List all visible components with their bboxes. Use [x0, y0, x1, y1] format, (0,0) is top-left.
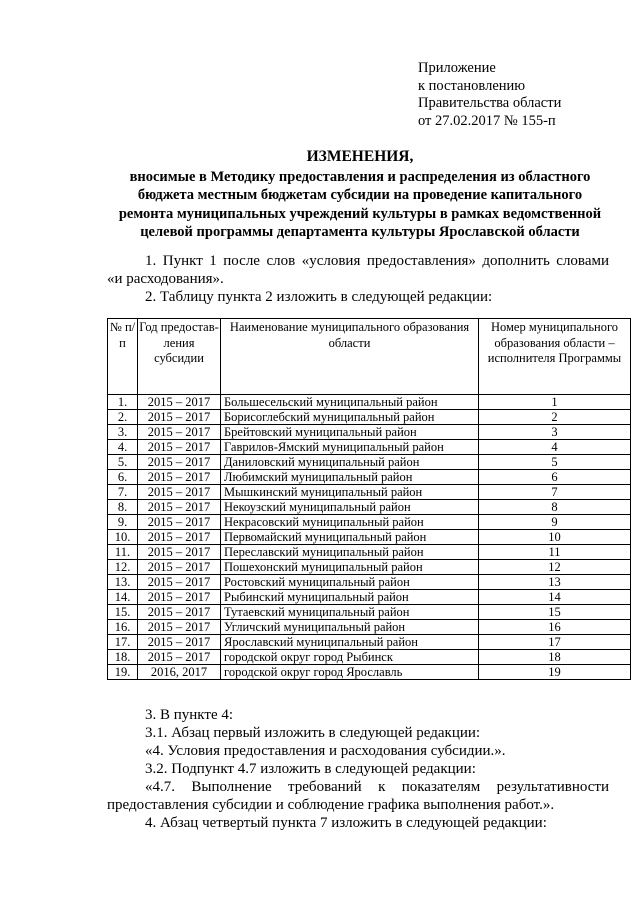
- row-name: Ярославский муниципальный район: [221, 635, 479, 650]
- subtitle-line: ремонта муниципальных учреждений культуры в рамках ведомственной: [118, 205, 602, 222]
- subtitle-line: целевой программы департамента культуры Ярославской области: [140, 223, 580, 240]
- row-year: 2016, 2017: [138, 665, 221, 680]
- row-number: 17.: [108, 635, 138, 650]
- row-number: 16.: [108, 620, 138, 635]
- paragraph-3-1: 3.1. Абзац первый изложить в следующей редакции:: [145, 725, 481, 741]
- row-year: 2015 – 2017: [138, 395, 221, 410]
- row-name: Пошехонский муниципальный район: [221, 560, 479, 575]
- row-number: 9.: [108, 515, 138, 530]
- row-name: Угличский муниципальный район: [221, 620, 479, 635]
- table-row: [108, 560, 631, 575]
- row-year: 2015 – 2017: [138, 440, 221, 455]
- paragraph-2: 2. Таблицу пункта 2 изложить в следующей редакции:: [145, 289, 493, 305]
- header-num: № п/п: [108, 319, 138, 395]
- row-year: 2015 – 2017: [138, 455, 221, 470]
- table-row: [108, 425, 631, 440]
- subsidy-table: [107, 318, 631, 680]
- paragraph-3-1-quote: «4. Условия предоставления и расходования субсидии.».: [145, 743, 506, 759]
- row-name: Борисоглебский муниципальный район: [221, 410, 479, 425]
- row-executor-number: 11: [479, 545, 631, 560]
- appendix-line: Приложение: [418, 60, 496, 76]
- row-year: 2015 – 2017: [138, 635, 221, 650]
- row-year: 2015 – 2017: [138, 545, 221, 560]
- row-executor-number: 2: [479, 410, 631, 425]
- row-executor-number: 15: [479, 605, 631, 620]
- row-number: 14.: [108, 590, 138, 605]
- row-executor-number: 18: [479, 650, 631, 665]
- row-executor-number: 17: [479, 635, 631, 650]
- paragraph-3-2: 3.2. Подпункт 4.7 изложить в следующей редакции:: [145, 761, 476, 777]
- subtitle-line: бюджета местным бюджетам субсидии на проведение капитального: [137, 187, 583, 204]
- row-name: Любимский муниципальный район: [221, 470, 479, 485]
- row-year: 2015 – 2017: [138, 500, 221, 515]
- row-name: Переславский муниципальный район: [221, 545, 479, 560]
- table-row: [108, 545, 631, 560]
- row-number: 5.: [108, 455, 138, 470]
- row-number: 12.: [108, 560, 138, 575]
- row-year: 2015 – 2017: [138, 650, 221, 665]
- row-number: 2.: [108, 410, 138, 425]
- row-number: 11.: [108, 545, 138, 560]
- row-year: 2015 – 2017: [138, 590, 221, 605]
- row-name: Даниловский муниципальный район: [221, 455, 479, 470]
- table-row: [108, 470, 631, 485]
- row-year: 2015 – 2017: [138, 575, 221, 590]
- document-title: ИЗМЕНЕНИЯ,: [306, 148, 414, 165]
- row-number: 19.: [108, 665, 138, 680]
- table-row: [108, 515, 631, 530]
- row-executor-number: 8: [479, 500, 631, 515]
- appendix-line: к постановлению: [418, 77, 526, 94]
- row-name: Мышкинский муниципальный район: [221, 485, 479, 500]
- appendix-block: [418, 60, 561, 130]
- row-year: 2015 – 2017: [138, 410, 221, 425]
- row-number: 18.: [108, 650, 138, 665]
- row-number: 1.: [108, 395, 138, 410]
- paragraph-3-2-quote: «4.7. Выполнение требований к показателям результативности: [145, 779, 609, 795]
- document-subtitle: [100, 168, 620, 241]
- row-executor-number: 6: [479, 470, 631, 485]
- row-number: 4.: [108, 440, 138, 455]
- row-name: городской округ город Ярославль: [221, 665, 479, 680]
- row-year: 2015 – 2017: [138, 425, 221, 440]
- row-executor-number: 9: [479, 515, 631, 530]
- row-executor-number: 10: [479, 530, 631, 545]
- row-year: 2015 – 2017: [138, 470, 221, 485]
- row-executor-number: 4: [479, 440, 631, 455]
- row-executor-number: 7: [479, 485, 631, 500]
- table-row: [108, 395, 631, 410]
- table-row: [108, 410, 631, 425]
- table-body: [108, 395, 631, 680]
- row-name: городской округ город Рыбинск: [221, 650, 479, 665]
- row-name: Первомайский муниципальный район: [221, 530, 479, 545]
- row-executor-number: 19: [479, 665, 631, 680]
- row-year: 2015 – 2017: [138, 530, 221, 545]
- row-executor-number: 5: [479, 455, 631, 470]
- row-executor-number: 14: [479, 590, 631, 605]
- row-name: Большесельский муниципальный район: [221, 395, 479, 410]
- paragraph-3-2-quote-cont: предоставления субсидии и соблюдение графика выполнения работ.».: [107, 797, 555, 813]
- table-row: [108, 530, 631, 545]
- row-number: 6.: [108, 470, 138, 485]
- row-number: 7.: [108, 485, 138, 500]
- table-row: [108, 635, 631, 650]
- table-row: [108, 650, 631, 665]
- table-row: [108, 440, 631, 455]
- table-row: [108, 605, 631, 620]
- appendix-line: Правительства области: [418, 95, 562, 111]
- row-name: Ростовский муниципальный район: [221, 575, 479, 590]
- table-row: [108, 575, 631, 590]
- row-name: Тутаевский муниципальный район: [221, 605, 479, 620]
- row-number: 13.: [108, 575, 138, 590]
- table-row: [108, 455, 631, 470]
- row-number: 15.: [108, 605, 138, 620]
- appendix-date: от 27.02.2017 № 155-п: [418, 112, 556, 129]
- header-year: Год предостав-ления субсидии: [138, 319, 221, 395]
- row-executor-number: 12: [479, 560, 631, 575]
- row-executor-number: 3: [479, 425, 631, 440]
- row-name: Некрасовский муниципальный район: [221, 515, 479, 530]
- table-row: [108, 620, 631, 635]
- paragraph-1: 1. Пункт 1 после слов «условия предоставления» дополнить словами: [145, 253, 609, 269]
- table-row: [108, 485, 631, 500]
- row-year: 2015 – 2017: [138, 605, 221, 620]
- paragraph-1-cont: «и расходования».: [107, 271, 224, 287]
- row-year: 2015 – 2017: [138, 485, 221, 500]
- row-name: Некоузский муниципальный район: [221, 500, 479, 515]
- table-row: [108, 665, 631, 680]
- row-name: Брейтовский муниципальный район: [221, 425, 479, 440]
- header-name: Наименование муниципального образования области: [221, 319, 479, 395]
- row-number: 8.: [108, 500, 138, 515]
- row-name: Гаврилов-Ямский муниципальный район: [221, 440, 479, 455]
- row-executor-number: 16: [479, 620, 631, 635]
- subtitle-line: вносимые в Методику предоставления и распределения из областного: [129, 169, 591, 185]
- row-executor-number: 13: [479, 575, 631, 590]
- table-row: [108, 590, 631, 605]
- row-year: 2015 – 2017: [138, 515, 221, 530]
- row-year: 2015 – 2017: [138, 560, 221, 575]
- row-executor-number: 1: [479, 395, 631, 410]
- table-row: [108, 500, 631, 515]
- table-header-row: [108, 319, 631, 395]
- paragraph-4: 4. Абзац четвертый пункта 7 изложить в следующей редакции:: [145, 815, 547, 831]
- row-number: 3.: [108, 425, 138, 440]
- row-year: 2015 – 2017: [138, 620, 221, 635]
- header-executor: Номер муниципального образования области – исполнителя Программы: [479, 319, 631, 395]
- row-number: 10.: [108, 530, 138, 545]
- paragraph-3: 3. В пункте 4:: [145, 707, 234, 723]
- row-name: Рыбинский муниципальный район: [221, 590, 479, 605]
